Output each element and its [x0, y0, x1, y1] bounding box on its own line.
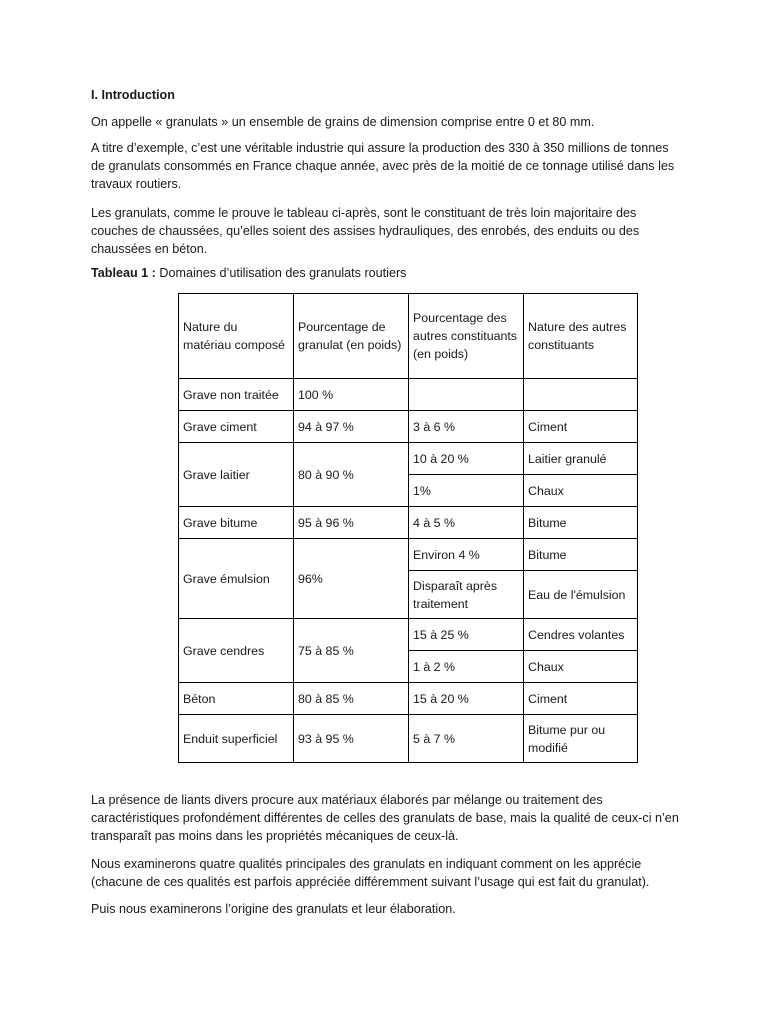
- table-cell: 5 à 7 %: [409, 715, 524, 763]
- paragraph-origin: Puis nous examinerons l’origine des granulats et leur élaboration.: [91, 902, 456, 916]
- section-heading: I. Introduction: [91, 88, 175, 102]
- table-cell: 94 à 97 %: [294, 411, 409, 443]
- table-row: [179, 539, 638, 571]
- paragraph-binders: La présence de liants divers procure aux matériaux élaborés par mélange ou traitement des caractéristiques profondément différentes de celles des granulats de base, mais la qualité de ceux-ci n’en transparaît pas moins dans les propriétés mécaniques de ceux-là.: [91, 793, 679, 843]
- table-cell: Enduit superficiel: [179, 715, 294, 763]
- table-cell: Disparaît après traitement: [409, 571, 524, 619]
- table-cell: 75 à 85 %: [294, 619, 409, 683]
- header-cell: Pourcentage des autres constituants (en poids): [409, 294, 524, 379]
- paragraph-industry: A titre d’exemple, c’est une véritable industrie qui assure la production des 330 à 350 millions de tonnes de granulats consommés en France chaque année, avec près de la moitié de ce tonnage utilisé dans les travaux routiers.: [91, 141, 675, 191]
- table-cell: Chaux: [524, 651, 638, 683]
- table-cell: 15 à 20 %: [409, 683, 524, 715]
- table-cell: Chaux: [524, 475, 638, 507]
- table-row: [179, 619, 638, 651]
- table-cell: Grave laitier: [179, 443, 294, 507]
- table-cell: Eau de l'émulsion: [524, 571, 638, 619]
- table-cell: Environ 4 %: [409, 539, 524, 571]
- table-cell: Bitume: [524, 507, 638, 539]
- table-cell: Ciment: [524, 683, 638, 715]
- table-row: [179, 683, 638, 715]
- header-cell: Nature du matériau composé: [179, 294, 294, 379]
- table-cell: Bitume pur ou modifié: [524, 715, 638, 763]
- table-cell: 1%: [409, 475, 524, 507]
- table-cell: 93 à 95 %: [294, 715, 409, 763]
- table-header-row: [179, 294, 638, 379]
- usage-table: [178, 293, 638, 763]
- table-row: [179, 715, 638, 763]
- table-cell: Béton: [179, 683, 294, 715]
- table-cell: 4 à 5 %: [409, 507, 524, 539]
- header-cell: Pourcentage de granulat (en poids): [294, 294, 409, 379]
- table-row: [179, 507, 638, 539]
- table-cell: [409, 379, 524, 411]
- table-cell: Grave cendres: [179, 619, 294, 683]
- table-cell: 80 à 85 %: [294, 683, 409, 715]
- table-cell: [524, 379, 638, 411]
- table-cell: Grave bitume: [179, 507, 294, 539]
- table-cell: Grave émulsion: [179, 539, 294, 619]
- table-caption: [91, 264, 406, 282]
- table-cell: 96%: [294, 539, 409, 619]
- table-row: [179, 443, 638, 475]
- paragraph-definition: On appelle « granulats » un ensemble de grains de dimension comprise entre 0 et 80 mm.: [91, 115, 595, 129]
- paragraph-usage: Les granulats, comme le prouve le tableau ci-après, sont le constituant de très loin majoritaire des couches de chaussées, qu’elles soient des assises hydrauliques, des enrobés, des enduits ou des chaussées en béton.: [91, 206, 640, 256]
- table-cell: 1 à 2 %: [409, 651, 524, 683]
- header-cell: Nature des autres constituants: [524, 294, 638, 379]
- table-cell: Cendres volantes: [524, 619, 638, 651]
- table-cell: Ciment: [524, 411, 638, 443]
- table-row: [179, 379, 638, 411]
- table-cell: 95 à 96 %: [294, 507, 409, 539]
- table-cell: 15 à 25 %: [409, 619, 524, 651]
- table-cell: 80 à 90 %: [294, 443, 409, 507]
- table-cell: Laitier granulé: [524, 443, 638, 475]
- table-row: [179, 411, 638, 443]
- table-cell: 3 à 6 %: [409, 411, 524, 443]
- paragraph-qualities: Nous examinerons quatre qualités principales des granulats en indiquant comment on les apprécie (chacune de ces qualités est parfois appréciée différemment suivant l’usage qui est fait du granulat).: [91, 857, 650, 889]
- table-cell: Grave non traitée: [179, 379, 294, 411]
- table-cell: 100 %: [294, 379, 409, 411]
- table-caption-text: Domaines d’utilisation des granulats routiers: [155, 266, 407, 280]
- table-cell: 10 à 20 %: [409, 443, 524, 475]
- table-cell: Bitume: [524, 539, 638, 571]
- table-caption-label: Tableau 1 :: [91, 266, 156, 280]
- table-cell: Grave ciment: [179, 411, 294, 443]
